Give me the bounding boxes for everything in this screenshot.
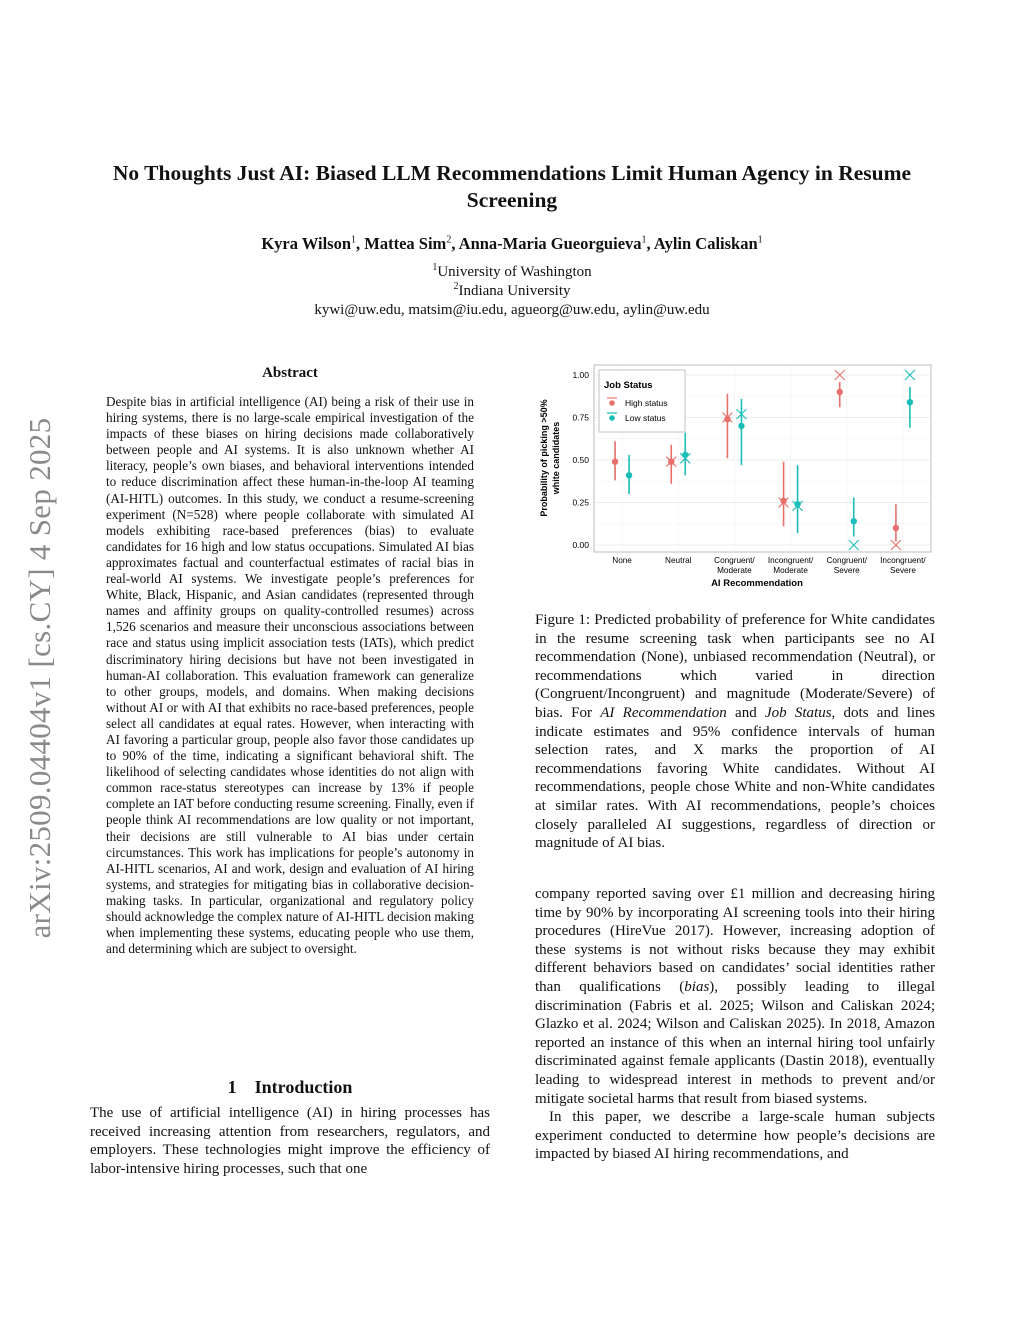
- y-tick-label: 0.75: [572, 412, 589, 423]
- x-tick-label: Incongruent/ Severe: [880, 556, 926, 575]
- arxiv-stamp: arXiv:2509.04404v1 [cs.CY] 4 Sep 2025: [22, 417, 57, 939]
- abstract-heading: Abstract: [262, 365, 318, 381]
- estimate-point: [626, 472, 632, 478]
- estimate-point: [907, 399, 913, 405]
- estimate-point: [738, 423, 744, 429]
- estimate-point: [893, 525, 899, 531]
- author: Aylin Caliskan$^1$: [653, 234, 763, 253]
- y-tick-label: 0.00: [572, 540, 589, 550]
- x-tick-label: Incongruent/ Moderate: [767, 556, 814, 575]
- legend-dot-low: [609, 415, 615, 421]
- paragraph: In this paper, we describe a large-scale human subjects experiment conducted to determine how people’s decisions are impacted by biased AI hiring recommendations, and: [535, 1109, 935, 1163]
- legend-dot-high: [609, 400, 615, 406]
- paragraph: company reported saving over £1 million and decreasing hiring time by 90% by incorporating AI screening tools into their hiring procedures (HireVue 2017). However, increasing adoption of these systems is not without risks because they may exhibit different behaviors based on candidates’ social identities rather than qualifications (bias), possibly leading to illegal discrimination (Fabris et al. 2025; Wilson and Caliskan 2024; Glazko et al. 2024; Wilson and Caliskan 2025). In 2018, Amazon reported an instance of this when an internal hiring tool unfairly discriminated against female applicants (Dastin 2018), eventually leading to widespread interest in methods to prevent and/or mitigate societal harms that result from biased systems.: [535, 886, 935, 1107]
- author-emails: kywi@uw.edu, matsim@iu.edu, agueorg@uw.edu, aylin@uw.edu: [314, 302, 710, 318]
- author-list: [90, 234, 934, 254]
- y-tick-label: 1.00: [572, 370, 589, 380]
- affiliation: $^2$Indiana University: [453, 281, 571, 299]
- abstract-body: Despite bias in artificial intelligence (AI) being a risk of their use in hiring systems, there is no large-scale empirical investigation of the impacts of these biases on hiring decisions made collaboratively between people and AI systems. It is also unknown whether AI literacy, people’s own biases, and behavioral interventions intended to reduce discrimination affect these human-in-the-loop AI teaming (AI-HITL) outcomes. In this study, we conduct a resume-screening experiment (N=528) where people collaborate with simulated AI models exhibiting race-based preferences (bias) to evaluate candidates for 16 high and low status occupations. Simulated AI bias approximates factual and counterfactual estimates of racial bias in real-world AI systems. We investigate people’s preferences for White, Black, Hispanic, and Asian candidates (represented through names and affinity groups on quality-controlled resumes) across 1,526 scenarios and measure their unconscious associations between race and status using implicit association tests (IATs), which predict discriminatory hiring decisions but have not been investigated in human-AI collaboration. This evaluation framework can generalize to other groups, models, and domains. When making decisions without AI or with AI that exhibits no race-based preferences, people select all candidates at equal rates. However, when interacting with AI favoring a particular group, people also favor those candidates up to 90% of the time, indicating a significant behavioral shift. The likelihood of selecting candidates whose identities do not align with common race-status stereotypes can increase by 13% if people complete an IAT before conducting resume screening. Finally, even if people think AI recommendations are low quality or not important, their decisions are still vulnerable to AI bias under certain circumstances. This work has implications for people’s autonomy in AI-HITL scenarios, AI and work, design and evaluation of AI hiring systems, and strategies for mitigating bias in collaborative decision-making tasks. In particular, organizational and regulatory policy should acknowledge the complex nature of AI-HITL decision making when implementing these systems, educating people who use them, and determining which are subject to oversight.: [106, 394, 474, 957]
- paper-title: No Thoughts Just AI: Biased LLM Recommendations Limit Human Agency in Resume Screening: [112, 161, 912, 212]
- right-column-body: [535, 885, 935, 1164]
- estimate-point: [682, 452, 688, 458]
- y-axis-label-line2: white candidates: [551, 421, 561, 495]
- x-tick-label: None: [612, 556, 632, 565]
- x-tick-label: Congruent/ Moderate: [714, 556, 755, 575]
- x-tick-label: Neutral: [665, 556, 692, 565]
- chart-svg: [535, 360, 935, 592]
- section-heading: 1 Introduction: [227, 1077, 353, 1097]
- estimate-point: [837, 389, 843, 395]
- x-axis-label: AI Recommendation: [711, 578, 803, 589]
- author: Anna-Maria Gueorguieva$^1$,: [458, 234, 654, 253]
- author: Kyra Wilson$^1$,: [261, 234, 365, 253]
- figure-caption: Figure 1: Predicted probability of preference for White candidates in the resume screening task when participants see no AI recommendation (None), unbiased recommendation (Neutral), or recommendations which varied in direction (Congruent/Incongruent) and magnitude (Moderate/Severe) of bias. For AI Recommendation and Job Status, dots and lines indicate estimates and 95% confidence intervals of human selection rates, and X marks the proportion of AI recommendations favoring White candidates. Without AI recommendations, people chose White and non-White candidates at similar rates. With AI recommendations, people’s choices closely paralleled AI suggestions, regardless of direction or magnitude of AI bias.: [535, 612, 936, 852]
- y-tick-label: 0.50: [572, 455, 589, 465]
- figure-1-chart: [535, 360, 935, 592]
- x-tick-label: Congruent/ Severe: [826, 556, 868, 575]
- legend-label-low: Low status: [625, 413, 666, 423]
- intro-paragraph: The use of artificial intelligence (AI) in hiring processes has received increasing attention from researchers, regulators, and employers. These technologies might improve the efficiency of labor-intensive hiring processes, such that one: [90, 1105, 490, 1177]
- chart-legend: [599, 370, 685, 432]
- author: Mattea Sim$^2$,: [364, 234, 459, 253]
- y-tick-label: 0.25: [572, 497, 589, 508]
- y-axis-label: Probability of picking >50%: [539, 399, 549, 517]
- legend-title: Job Status: [604, 380, 653, 391]
- legend-label-high: High status: [625, 398, 668, 408]
- estimate-point: [851, 518, 857, 524]
- estimate-point: [612, 459, 618, 465]
- affiliation: $^1$University of Washington: [432, 262, 592, 280]
